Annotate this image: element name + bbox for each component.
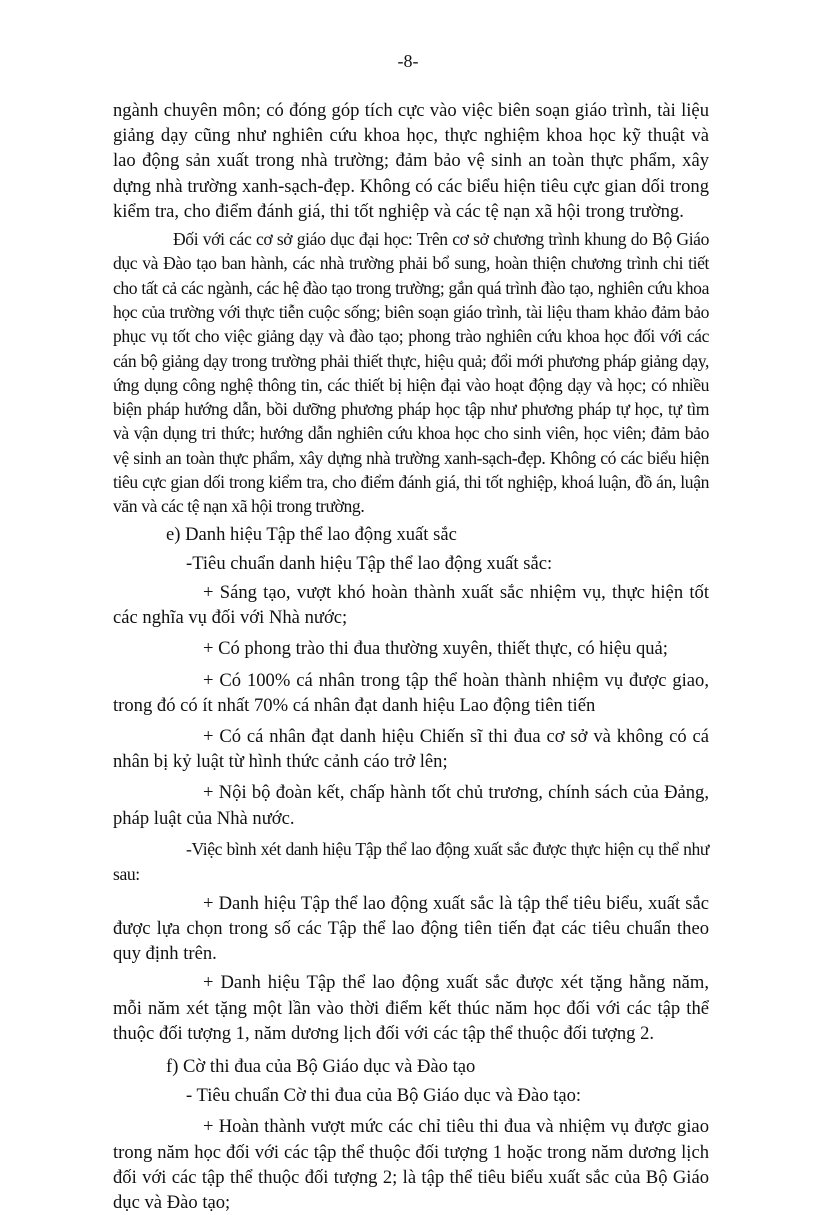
criteria-heading-f: - Tiêu chuẩn Cờ thi đua của Bộ Giáo dục và Đào tạo: xyxy=(186,1085,582,1107)
criterion-item: + Hoàn thành vượt mức các chỉ tiêu thi đua và nhiệm vụ được giao trong năm học đối với các tập thể thuộc đối tượng 1 hoặc trong năm dương lịch đối với các tập thể thuộc đối tượng 2; là tập thể tiêu biểu xuất sắc của Bộ Giáo dục và Đào tạo; xyxy=(113,1116,709,1214)
heading-section-f: f) Cờ thi đua của Bộ Giáo dục và Đào tạo xyxy=(166,1056,476,1078)
heading-section-e: e) Danh hiệu Tập thể lao động xuất sắc xyxy=(166,523,457,545)
document-body xyxy=(113,98,709,1215)
criteria-heading-e: -Tiêu chuẩn danh hiệu Tập thể lao động xuất sắc: xyxy=(186,552,553,574)
page-number: -8- xyxy=(397,51,419,71)
criterion-item: + Sáng tạo, vượt khó hoàn thành xuất sắc nhiệm vụ, thực hiện tốt các nghĩa vụ đối với Nhà nước; xyxy=(113,581,709,629)
evaluation-heading-e: -Việc bình xét danh hiệu Tập thể lao động xuất sắc được thực hiện cụ thể như sau: xyxy=(113,838,709,884)
paragraph-higher-education: Đối với các cơ sở giáo dục đại học: Trên cơ sở chương trình khung do Bộ Giáo dục và Đào tạo ban hành, các nhà trường phải bổ sung, hoàn thiện chương trình chi tiết cho tất cả các ngành, các hệ đào tạo trong trường; gắn quá trình đào tạo, nghiên cứu khoa học của trường với thực tiễn cuộc sống; biên soạn giáo trình, tài liệu tham khảo đảm bảo phục vụ tốt cho việc giảng dạy và đào tạo; phong trào nghiên cứu khoa học đối với các cán bộ giảng dạy trong trường phải thiết thực, hiệu quả; đổi mới phương pháp giảng dạy, ứng dụng công nghệ thông tin, các thiết bị hiện đại vào hoạt động dạy và học; có nhiều biện pháp hướng dẫn, bồi dưỡng phương pháp học tập như phương pháp tự học, tự tìm và vận dụng tri thức; hướng dẫn nghiên cứu khoa học cho sinh viên, học viên; đảm bảo vệ sinh an toàn thực phẩm, xây dựng nhà trường xanh-sạch-đẹp. Không có các biểu hiện tiêu cực gian dối trong kiểm tra, cho điểm đánh giá, thi tốt nghiệp, khoá luận, đồ án, luận văn và các tệ nạn xã hội trong trường. xyxy=(113,229,709,517)
criterion-item: + Nội bộ đoàn kết, chấp hành tốt chủ trương, chính sách của Đảng, pháp luật của Nhà nước. xyxy=(113,782,709,829)
evaluation-item: + Danh hiệu Tập thể lao động xuất sắc là tập thể tiêu biểu, xuất sắc được lựa chọn trong số các Tập thể lao động tiên tiến đạt các tiêu chuẩn theo quy định trên. xyxy=(113,892,709,965)
paragraph-intro: ngành chuyên môn; có đóng góp tích cực vào việc biên soạn giáo trình, tài liệu giảng dạy cũng như nghiên cứu khoa học, thực nghiệm khoa học kỹ thuật và lao động sản xuất trong nhà trường; đảm bảo vệ sinh an toàn thực phẩm, xây dựng nhà trường xanh-sạch-đẹp. Không có các biểu hiện tiêu cực gian dối trong kiểm tra, cho điểm đánh giá, thi tốt nghiệp và các tệ nạn xã hội trong trường. xyxy=(113,100,709,222)
criterion-item: + Có phong trào thi đua thường xuyên, thiết thực, có hiệu quả; xyxy=(203,638,668,660)
evaluation-item: + Danh hiệu Tập thể lao động xuất sắc được xét tặng hằng năm, mỗi năm xét tặng một lần vào thời điểm kết thúc năm học đối với các tập thể thuộc đối tượng 1, năm dương lịch đối với các tập thể thuộc đối tượng 2. xyxy=(113,972,709,1044)
criterion-item: + Có 100% cá nhân trong tập thể hoàn thành nhiệm vụ được giao, trong đó có ít nhất 70% cá nhân đạt danh hiệu Lao động tiên tiến xyxy=(113,669,709,716)
criterion-item: + Có cá nhân đạt danh hiệu Chiến sĩ thi đua cơ sở và không có cá nhân bị kỷ luật từ hình thức cảnh cáo trở lên; xyxy=(113,726,709,773)
